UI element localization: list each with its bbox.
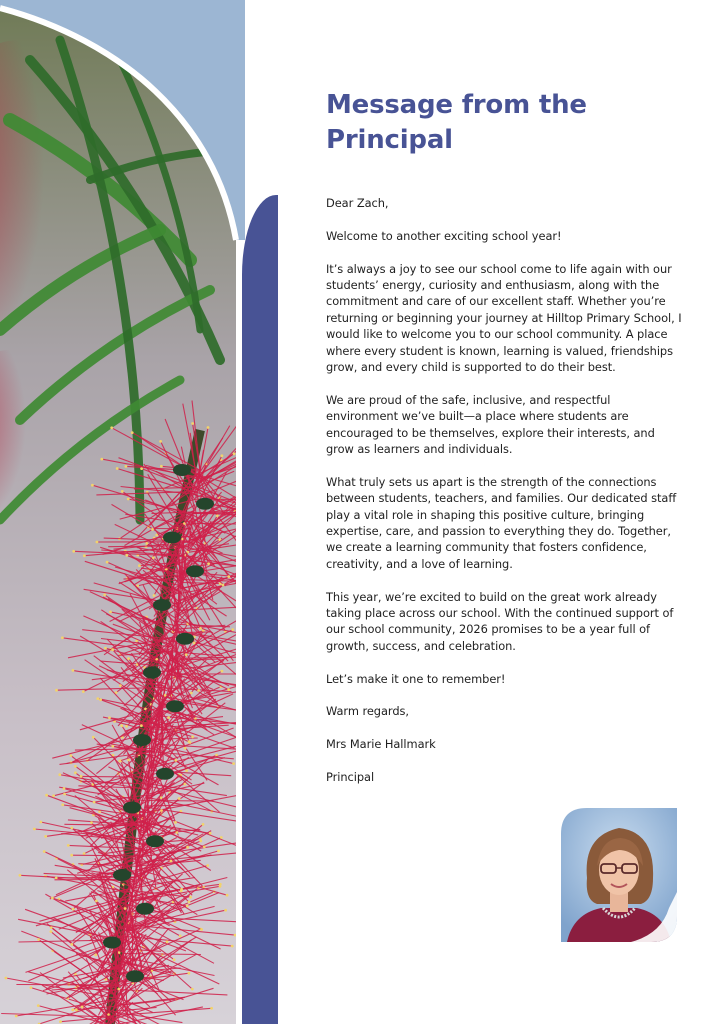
page-title	[326, 88, 656, 158]
principal-photo	[561, 808, 677, 942]
decorative-photo-panel	[0, 0, 245, 1024]
header	[326, 88, 656, 158]
paragraph: We are proud of the safe, inclusive, and respectful environment we’ve built—a place where students are encouraged to be themselves, explore their interests, and grow as learners and individuals.	[326, 392, 655, 457]
bottlebrush-flower-photo	[0, 0, 245, 1024]
portrait-icon	[561, 808, 677, 942]
greeting: Dear Zach,	[326, 196, 389, 210]
signature-name: Mrs Marie Hallmark	[326, 737, 436, 752]
closing: Warm regards,	[326, 704, 409, 719]
letter-body	[326, 195, 684, 802]
paragraph: It’s always a joy to see our school come to life again with our students’ energy, curiosity and enthusiasm, along with the commitment and care of our excellent staff. Whether you’re returning or beginning your journey at Hilltop Primary School, I would like to welcome you to our school community. A place where every student is known, learning is valued, friendships grow, and every child is supported to do their best.	[326, 261, 682, 375]
signature-title: Principal	[326, 770, 375, 785]
paragraph: This year, we’re excited to build on the great work already taking place across our school. With the continued support of our school community, 2026 promises to be a year full of growth, success, and celebration.	[326, 589, 674, 653]
paragraph: Let’s make it one to remember!	[326, 671, 506, 686]
paragraph: Welcome to another exciting school year!	[326, 228, 562, 243]
paragraph: What truly sets us apart is the strength of the connections between students, teachers, and families. Our dedicated staff play a vital role in shaping this positive culture, bringing expertise, care, and passion to everything they do. Together, we create a learning community that fosters confidence, creativity, and a love of learning.	[326, 474, 677, 571]
title-line-2: Principal	[326, 125, 453, 155]
title-line-1: Message from the	[326, 90, 587, 120]
accent-band	[242, 195, 278, 1024]
